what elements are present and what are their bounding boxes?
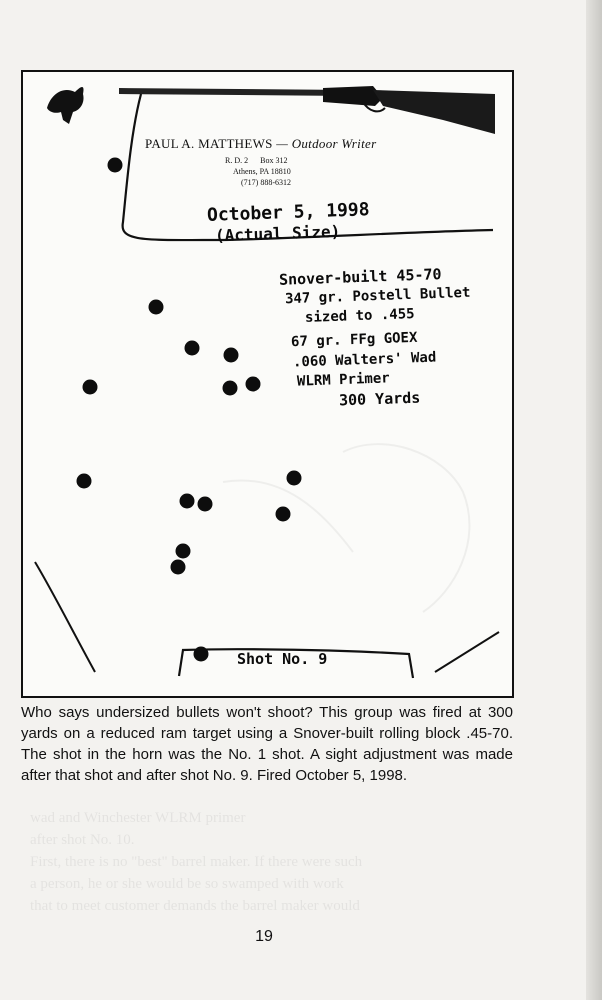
faint-target-ghost: [223, 444, 469, 612]
bullet-hole: [194, 647, 209, 662]
rifle-illustration-icon: [119, 86, 495, 134]
bullet-hole: [77, 474, 92, 489]
bullet-hole: [223, 381, 238, 396]
target-photo: [21, 70, 514, 698]
note-load-1: Snover-built 45-70: [278, 265, 442, 289]
bleed-line: First, there is no "best" barrel maker. If there were such: [30, 854, 363, 870]
target-drawing: [23, 72, 512, 696]
bleed-line: wad and Winchester WLRM primer: [30, 810, 246, 826]
letterhead-name: [145, 136, 376, 152]
note-date: October 5, 1998: [206, 199, 370, 226]
bullet-hole: [108, 158, 123, 173]
bullet-hole: [171, 560, 186, 575]
note-load-6: WLRM Primer: [296, 370, 390, 390]
bullet-hole: [246, 377, 261, 392]
bleed-line: a person, he or she would be so swamped with work: [30, 876, 344, 892]
note-load-3: sized to .455: [304, 306, 415, 326]
bullet-hole: [224, 348, 239, 363]
bleed-line: that to meet customer demands the barrel maker would: [30, 898, 360, 914]
note-load-4: 67 gr. FFg GOEX: [290, 329, 418, 351]
target-outline-right: [435, 632, 499, 672]
bullet-hole: [180, 494, 195, 509]
scan-edge: [586, 0, 602, 1000]
writer-name: PAUL A. MATTHEWS: [145, 136, 273, 151]
address-line-1: R. D. 2 Box 312: [225, 156, 288, 165]
bullet-hole: [198, 497, 213, 512]
bullet-hole: [276, 507, 291, 522]
note-load-2: 347 gr. Postell Bullet: [284, 284, 471, 308]
bullet-hole: [149, 300, 164, 315]
bullet-hole: [185, 341, 200, 356]
bullet-hole: [83, 380, 98, 395]
note-actual-size: (Actual Size): [214, 221, 341, 246]
bullet-hole: [176, 544, 191, 559]
writer-title: — Outdoor Writer: [276, 136, 377, 151]
note-load-7: 300 Yards: [338, 388, 421, 410]
target-outline-left: [35, 562, 95, 672]
note-shot-nine: Shot No. 9: [237, 650, 328, 668]
ram-logo-icon: [47, 87, 84, 124]
note-load-5: .060 Walters' Wad: [292, 349, 437, 371]
address-line-2: Athens, PA 18810: [233, 167, 291, 176]
page-number: 19: [255, 928, 273, 945]
bleed-line: after shot No. 10.: [30, 832, 135, 848]
address-line-3: (717) 888-6312: [241, 178, 291, 187]
bullet-hole: [287, 471, 302, 486]
figure-caption: Who says undersized bullets won't shoot? This group was fired at 300 yards on a reduced ram target using a Snover-built rolling block .45-70. The shot in the horn was the No. 1 shot. A sight adjustment was made after that shot and after shot No. 9. Fired October 5, 1998.: [21, 704, 513, 784]
